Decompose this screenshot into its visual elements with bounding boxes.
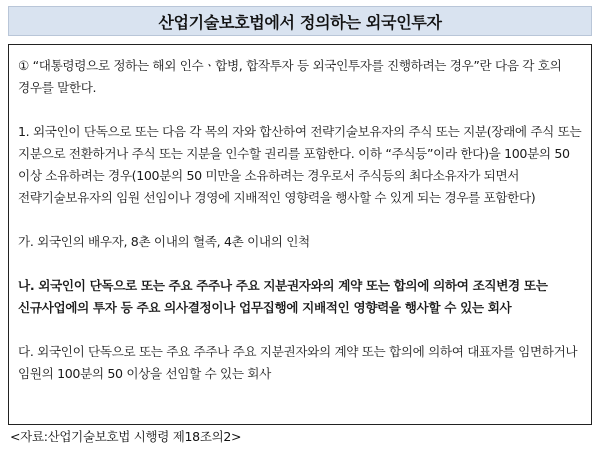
paragraph-spacer [18, 209, 582, 231]
definition-box [8, 44, 592, 425]
paragraph-spacer [18, 253, 582, 275]
paragraph-spacer [18, 319, 582, 341]
title-banner [8, 6, 592, 36]
paragraph-intro: ① “대통령령으로 정하는 해외 인수ㆍ합병, 합작투자 등 외국인투자를 진행하려는 경우”란 다음 각 호의 경우를 말한다. [18, 58, 562, 95]
source-caption: <자료:산업기술보호법 시행령 제18조의2> [10, 429, 242, 444]
paragraph-item-ga: 가. 외국인의 배우자, 8촌 이내의 혈족, 4촌 이내의 인척 [18, 234, 310, 249]
paragraph-item-1: 1. 외국인이 단독으로 또는 다음 각 목의 자와 합산하여 전략기술보유자의 주식 또는 지분(장래에 주식 또는 지분으로 전환하거나 주식 또는 지분을 인수할 권리를 포함한다. 이하 “주식등”이라 한다)을 100분의 50 이상 소유하려는 경우(100분의 50 미만을 소유하려는 경우로서 주식등의 최다소유자가 되면서 전략기술보유자의 임원 선임이나 경영에 지배적인 영향력을 행사할 수 있게 되는 경우를 포함한다) [18, 124, 582, 205]
paragraph-spacer [18, 99, 582, 121]
paragraph-item-na: 나. 외국인이 단독으로 또는 주요 주주나 주요 지분권자와의 계약 또는 합의에 의하여 조직변경 또는 신규사업에의 투자 등 주요 의사결정이나 업무집행에 지배적인 영향력을 행사할 수 있는 회사 [18, 278, 548, 315]
page-title: 산업기술보호법에서 정의하는 외국인투자 [158, 12, 442, 32]
paragraph-item-da: 다. 외국인이 단독으로 또는 주요 주주나 주요 지분권자와의 계약 또는 합의에 의하여 대표자를 임면하거나 임원의 100분의 50 이상을 선임할 수 있는 회사 [18, 344, 578, 381]
